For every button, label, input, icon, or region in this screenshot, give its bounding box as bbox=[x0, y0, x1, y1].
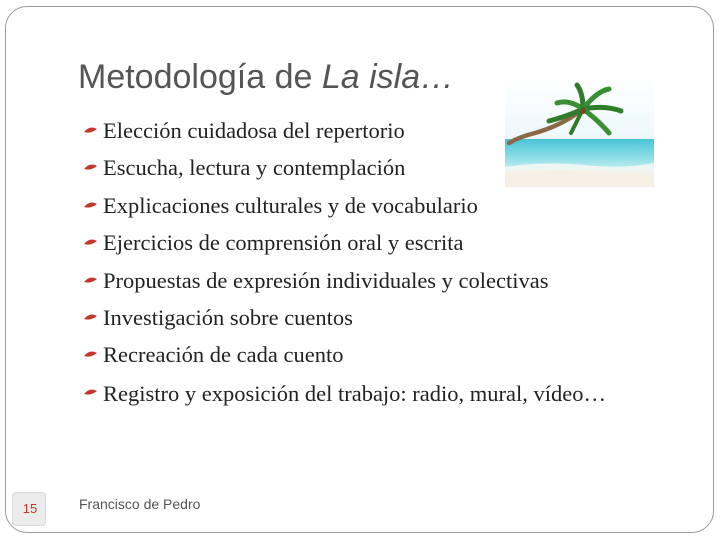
slide-title bbox=[78, 58, 454, 97]
leaf-bullet-icon bbox=[82, 342, 100, 368]
title-italic: La isla… bbox=[321, 58, 455, 96]
bullet-text: Propuestas de expresión individuales y colectivas bbox=[103, 267, 549, 293]
leaf-bullet-icon bbox=[82, 305, 100, 331]
palm-beach-image bbox=[505, 77, 654, 187]
page-number-badge bbox=[12, 492, 46, 526]
leaf-bullet-icon bbox=[82, 118, 100, 144]
bullet-text: Recreación de cada cuento bbox=[103, 342, 344, 368]
leaf-bullet-icon bbox=[82, 268, 100, 294]
bullet-text: Registro y exposición del trabajo: radio, mural, vídeo… bbox=[103, 380, 607, 406]
title-main: Metodología de bbox=[78, 58, 322, 96]
bullet-text: Escucha, lectura y contemplación bbox=[103, 155, 406, 181]
leaf-bullet-icon bbox=[82, 380, 100, 406]
leaf-bullet-icon bbox=[82, 230, 100, 256]
bullet-item bbox=[82, 375, 663, 412]
bullet-item bbox=[82, 193, 682, 219]
bullet-text: Investigación sobre cuentos bbox=[103, 304, 353, 330]
bullet-item bbox=[82, 305, 682, 331]
bullet-text: Elección cuidadosa del repertorio bbox=[103, 118, 405, 143]
footer-author: Francisco de Pedro bbox=[79, 496, 201, 512]
bullet-item bbox=[82, 342, 682, 368]
leaf-bullet-icon bbox=[82, 155, 100, 181]
bullet-item bbox=[82, 230, 682, 256]
bullet-item bbox=[82, 268, 682, 294]
page-number: 15 bbox=[22, 501, 38, 516]
bullet-text: Ejercicios de comprensión oral y escrita bbox=[103, 230, 464, 256]
bullet-text: Explicaciones culturales y de vocabulario bbox=[103, 192, 478, 218]
leaf-bullet-icon bbox=[82, 193, 100, 219]
